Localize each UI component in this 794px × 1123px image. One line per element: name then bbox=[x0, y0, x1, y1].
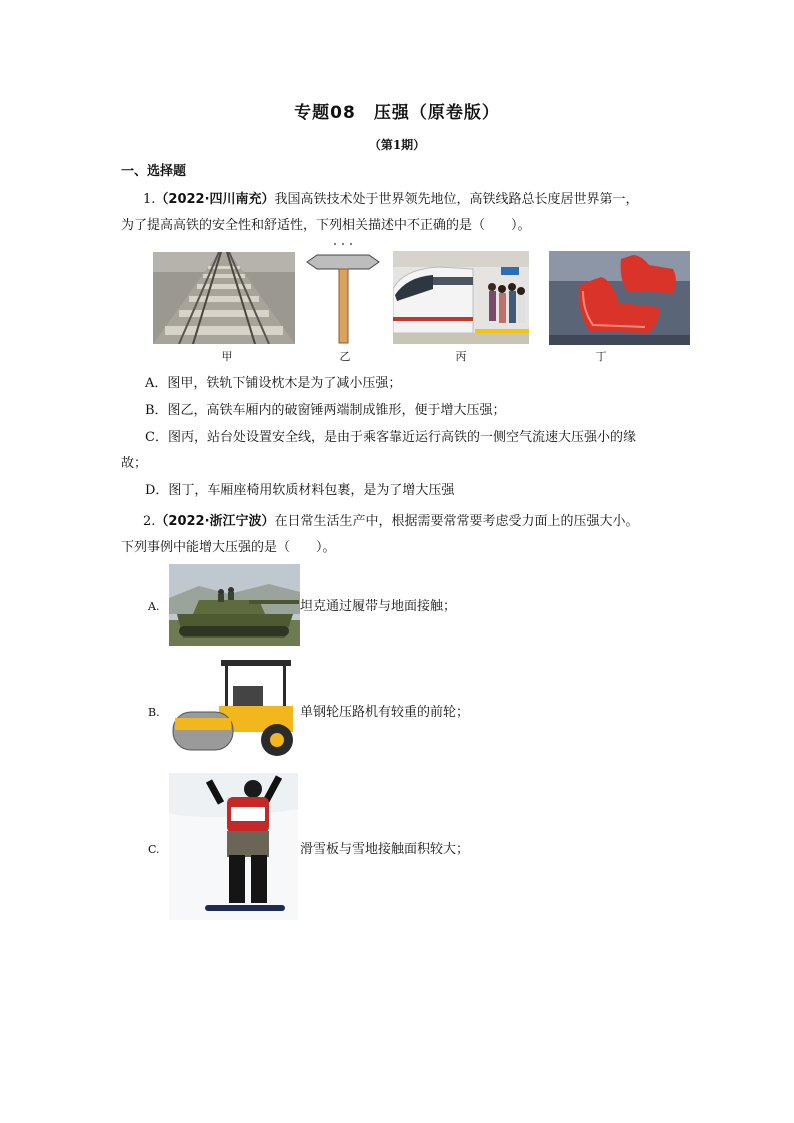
red-seats-image bbox=[549, 251, 690, 345]
q2-option-b-letter: B. bbox=[148, 706, 160, 719]
q1-stem-line1 bbox=[143, 190, 639, 210]
hammer-image bbox=[305, 240, 381, 346]
train-platform-image bbox=[393, 251, 529, 344]
q2-option-a-text: 坦克通过履带与地面接触； bbox=[300, 599, 457, 614]
q2-number: 2. bbox=[143, 514, 156, 529]
q2-stem-line1 bbox=[143, 512, 639, 532]
q1-source: （2022·四川南充） bbox=[155, 192, 275, 207]
page-title: 专题08 压强（原卷版） bbox=[294, 103, 500, 123]
q1-number: 1. bbox=[143, 192, 156, 207]
q2-option-b-text: 单钢轮压路机有较重的前轮； bbox=[300, 705, 470, 720]
q1-option-a: A．图甲，铁轨下铺设枕木是为了减小压强； bbox=[145, 376, 402, 391]
caption-yi: 乙 bbox=[339, 350, 351, 363]
q1-stem-text: 我国高铁技术处于世界领先地位，高铁线路总长度居世界第一， bbox=[274, 192, 639, 207]
q2-stem-text: 在日常生活生产中，根据需要常常要考虑受力面上的压强大小。 bbox=[274, 514, 639, 529]
tank-image bbox=[169, 564, 300, 646]
railway-track-image bbox=[153, 252, 295, 344]
caption-jia: 甲 bbox=[221, 350, 233, 363]
section-heading: 一、选择题 bbox=[121, 164, 187, 179]
q2-source: （2022·浙江宁波） bbox=[155, 514, 275, 529]
q1-stem-line2: 为了提高高铁的安全性和舒适性，下列相关描述中不正确的是（ ）。 bbox=[121, 218, 531, 233]
issue-label: （第1期） bbox=[368, 138, 426, 152]
snowboarder-image bbox=[169, 773, 298, 920]
q1-option-d: D．图丁，车厢座椅用软质材料包裹，是为了增大压强 bbox=[145, 483, 455, 498]
q1-option-c-line1: C．图丙，站台处设置安全线，是由于乘客靠近运行高铁的一侧空气流速大压强小的缘 bbox=[145, 430, 636, 445]
caption-bing: 丙 bbox=[455, 350, 467, 363]
q1-option-b: B．图乙，高铁车厢内的破窗锤两端制成锥形，便于增大压强； bbox=[145, 403, 506, 418]
q2-option-a-letter: A. bbox=[148, 600, 160, 613]
q2-option-c-letter: C. bbox=[148, 843, 160, 856]
q2-option-c-text: 滑雪板与雪地接触面积较大； bbox=[300, 842, 470, 857]
q2-stem-line2: 下列事例中能增大压强的是（ ）。 bbox=[121, 540, 336, 555]
road-roller-image bbox=[169, 656, 297, 764]
caption-ding: 丁 bbox=[595, 350, 607, 363]
q1-option-c-line2: 故； bbox=[121, 456, 148, 471]
